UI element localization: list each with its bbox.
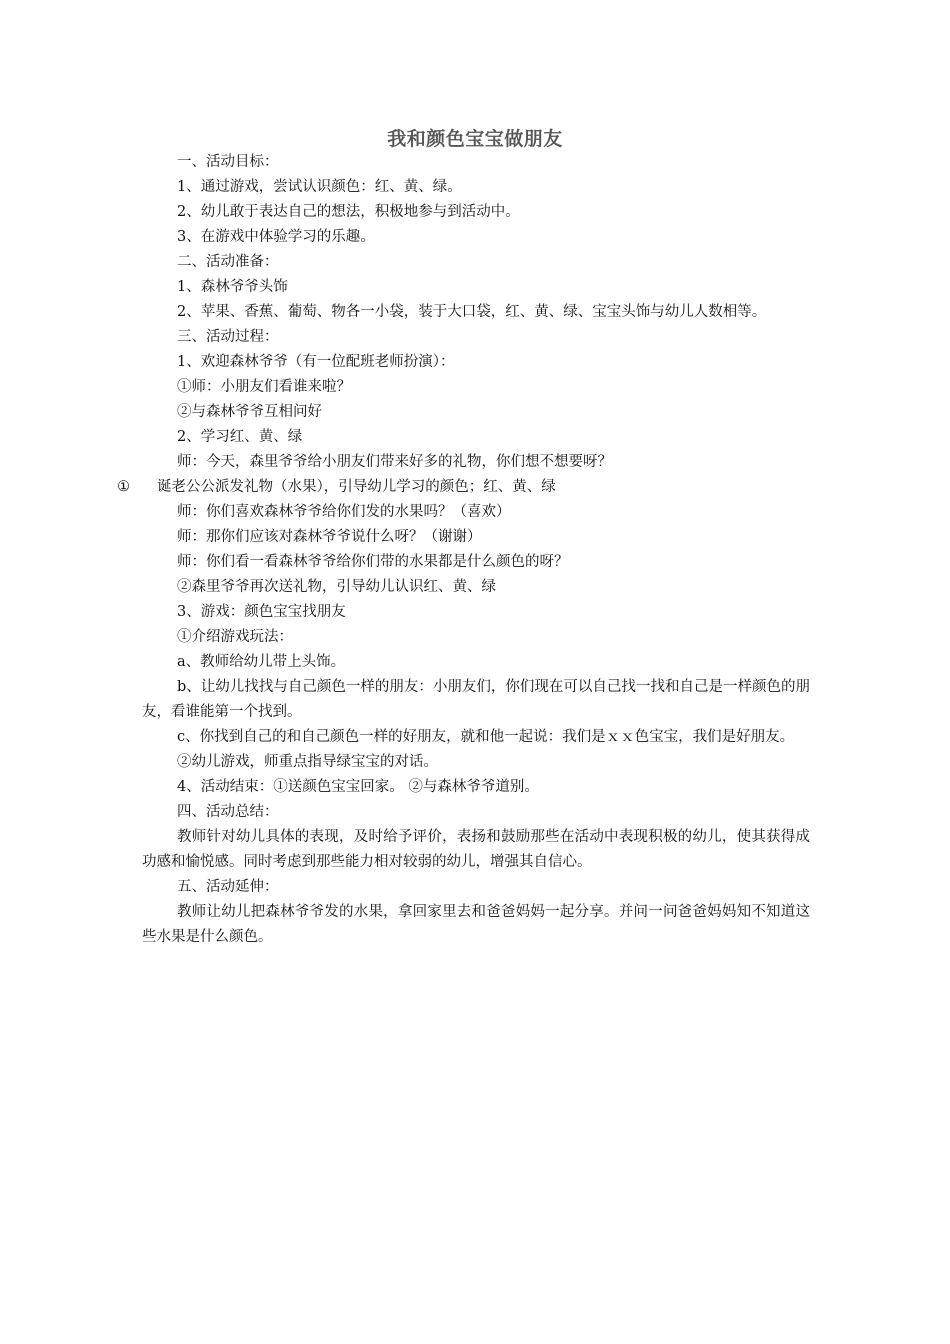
process-step: 4、活动结束：①送颜色宝宝回家。 ②与森林爷爷道别。: [177, 779, 539, 795]
process-step: 3、游戏：颜色宝宝找朋友: [177, 604, 346, 620]
game-rule: a、教师给幼儿带上头饰。: [177, 654, 346, 670]
dialogue-line: 师：你们喜欢森林爷爷给你们发的水果吗？（喜欢）: [177, 504, 511, 520]
list-item-text: 诞老公公派发礼物（水果），引导幼儿学习的颜色；红、黄、绿: [157, 479, 556, 495]
game-rule-paragraph: c、你找到自己的和自己颜色一样的好朋友，就和他一起说：我们是ｘｘ色宝宝，我们是好朋友。: [177, 729, 795, 745]
dialogue-line: 师：你们看一看森林爷爷给你们带的水果都是什么颜色的呀？: [177, 554, 569, 570]
process-substep: ②与森林爷爷互相问好: [177, 404, 322, 420]
dialogue-line: 师：那你们应该对森林爷爷说什么呀？（谢谢）: [177, 529, 482, 545]
preparation-item: 2、苹果、香蕉、葡萄、物各一小袋，装于大口袋，红、黄、绿、宝宝头饰与幼儿人数相等。: [177, 304, 767, 320]
summary-paragraph: 教师针对幼儿具体的表现，及时给予评价，表扬和鼓励那些在活动中表现积极的幼儿，使其获得成功感和愉悦感。同时考虑到那些能力相对较弱的幼儿，增强其自信心。: [142, 829, 810, 870]
process-step: 1、欢迎森林爷爷（有一位配班老师扮演）：: [177, 354, 455, 370]
process-substep: ②森里爷爷再次送礼物，引导幼儿认识红、黄、绿: [177, 579, 496, 595]
dialogue-line: 师：今天，森里爷爷给小朋友们带来好多的礼物，你们想不想要呀？: [177, 454, 612, 470]
document-body: [117, 150, 810, 950]
list-marker: ①: [117, 479, 130, 495]
goal-item: 3、在游戏中体验学习的乐趣。: [177, 229, 375, 245]
process-step: 2、学习红、黄、绿: [177, 429, 303, 445]
process-substep: ②幼儿游戏，师重点指导绿宝宝的对话。: [177, 754, 438, 770]
process-substep: ①介绍游戏玩法：: [177, 629, 293, 645]
process-substep: ①师：小朋友们看谁来啦？: [177, 379, 351, 395]
game-rule-paragraph: b、让幼儿找找与自己颜色一样的朋友：小朋友们，你们现在可以自己找一找和自己是一样颜色的朋友，看谁能第一个找到。: [142, 679, 810, 720]
preparation-item: 1、森林爷爷头饰: [177, 279, 288, 295]
section-heading-extension: 五、活动延伸：: [177, 879, 279, 895]
goal-item: 1、通过游戏，尝试认识颜色：红、黄、绿。: [177, 179, 462, 195]
section-heading-goals: 一、活动目标：: [177, 154, 279, 170]
section-heading-summary: 四、活动总结：: [177, 804, 279, 820]
document-title: 我和颜色宝宝做朋友: [387, 128, 563, 150]
section-heading-process: 三、活动过程：: [177, 329, 279, 345]
goal-item: 2、幼儿敢于表达自己的想法，积极地参与到活动中。: [177, 204, 520, 220]
extension-paragraph: 教师让幼儿把森林爷爷发的水果，拿回家里去和爸爸妈妈一起分享。并问一问爸爸妈妈知不知道这些水果是什么颜色。: [142, 904, 810, 945]
section-heading-preparation: 二、活动准备：: [177, 254, 279, 270]
numbered-list-item: [117, 475, 810, 500]
